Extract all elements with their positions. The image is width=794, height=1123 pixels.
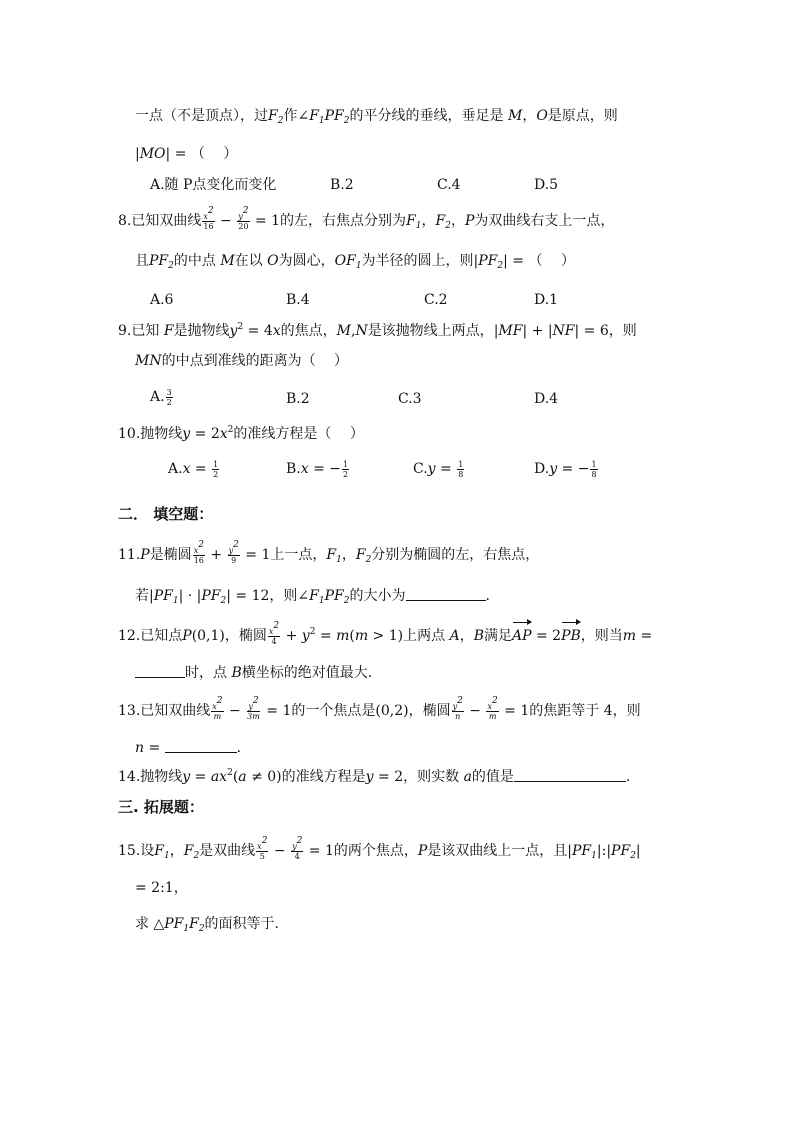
q8-line2: 且$PF_2$的中点 M在以 O为圆心，$OF_1$为半径的圆上，则$|PF_2|$ = （ ） <box>135 253 575 271</box>
q15-line3: 求 $\triangle PF_1F_2$的面积等于. <box>135 916 279 934</box>
q9-option-a: A. $\frac{3}{2}$ <box>150 387 172 407</box>
q8-option-d: D.1 <box>534 292 559 308</box>
q12-line2: 时，点 B横坐标的绝对值最大. <box>135 662 372 684</box>
q15-line2: = 2:1， <box>135 880 188 896</box>
section-extension-heading: 三. 拓展题： <box>118 798 204 816</box>
q7-option-a: A.随 P点变化而变化 <box>150 177 277 193</box>
q9-option-b: B.2 <box>286 391 310 407</box>
q12-line1: 12.已知点P(0,1)，椭圆 $\frac{x^2}{4}$ + $y^2 = m(m > 1)$上两点 A，B满足AP = 2PB，则当m = <box>118 621 653 646</box>
q7-option-d: D.5 <box>534 177 559 193</box>
q9-option-c: C.3 <box>398 391 422 407</box>
q9-option-d: D.4 <box>534 391 559 407</box>
q15-line1: 15.设$F_1$，$F_2$是双曲线 $\frac{x^2}{5}$ − $\frac{y^2}{4}$ = 1的两个焦点，P是该双曲线上一点，且$|PF_1|:|PF_2|$ <box>118 836 641 861</box>
q14-line1: 14.抛物线$y = ax^2(a \ne 0)$的准线方程是y = 2，则实数 a的值是 . <box>118 768 631 785</box>
q9-line1: 9.已知 F是抛物线$y^2 = 4x$的焦点，M,N是该抛物线上两点，|MF| + |NF| = 6，则 <box>118 322 637 339</box>
section-fill-blank-heading: 二． 填空题： <box>118 505 214 523</box>
q9-line2: MN的中点到准线的距离为（ ） <box>135 353 349 369</box>
q13-line2: n = . <box>135 740 242 756</box>
q7-option-c: C.4 <box>437 177 461 193</box>
q11-line2: 若$|PF_1| \cdot |PF_2| = 12$，则$\angle F_1PF_2$的大小为 . <box>135 588 490 606</box>
q10-option-d: D.y = − $\frac{1}{8}$ <box>534 459 597 479</box>
q7-option-b: B.2 <box>330 177 354 193</box>
q10-option-a: A.x = $\frac{1}{2}$ <box>168 459 219 479</box>
q8-option-b: B.4 <box>286 292 310 308</box>
q7-line1: 一点（不是顶点），过$F_2$作$\angle F_1PF_2$的平分线的垂线，垂足是 M，O是原点，则 <box>135 108 618 126</box>
q8-line1: 8.已知双曲线 $\frac{x^2}{16}$ − $\frac{y^2}{20}$ = 1的左，右焦点分别为$F_1$，$F_2$，P为双曲线右支上一点， <box>118 206 615 231</box>
q8-option-a: A.6 <box>150 292 174 308</box>
q8-option-c: C.2 <box>424 292 448 308</box>
q13-line1: 13.已知双曲线 $\frac{x^2}{m}$ − $\frac{y^2}{3m}$ = 1的一个焦点是(0,2)，椭圆 $\frac{y^2}{n}$ − $\frac{x^2}{m}$ = 1的焦距等于 4，则 <box>118 696 641 721</box>
q11-line1: 11.P是椭圆 $\frac{x^2}{16}$ + $\frac{y^2}{9}$ = 1上一点，$F_1$，$F_2$分别为椭圆的左，右焦点， <box>118 540 540 565</box>
q10-option-b: B.x = − $\frac{1}{2}$ <box>286 459 349 479</box>
q10-line1: 10.抛物线$y = 2x^2$的准线方程是（ ） <box>118 425 364 442</box>
q10-option-c: C.y = $\frac{1}{8}$ <box>413 459 464 479</box>
q7-line2: |MO| = （ ） <box>135 146 238 162</box>
